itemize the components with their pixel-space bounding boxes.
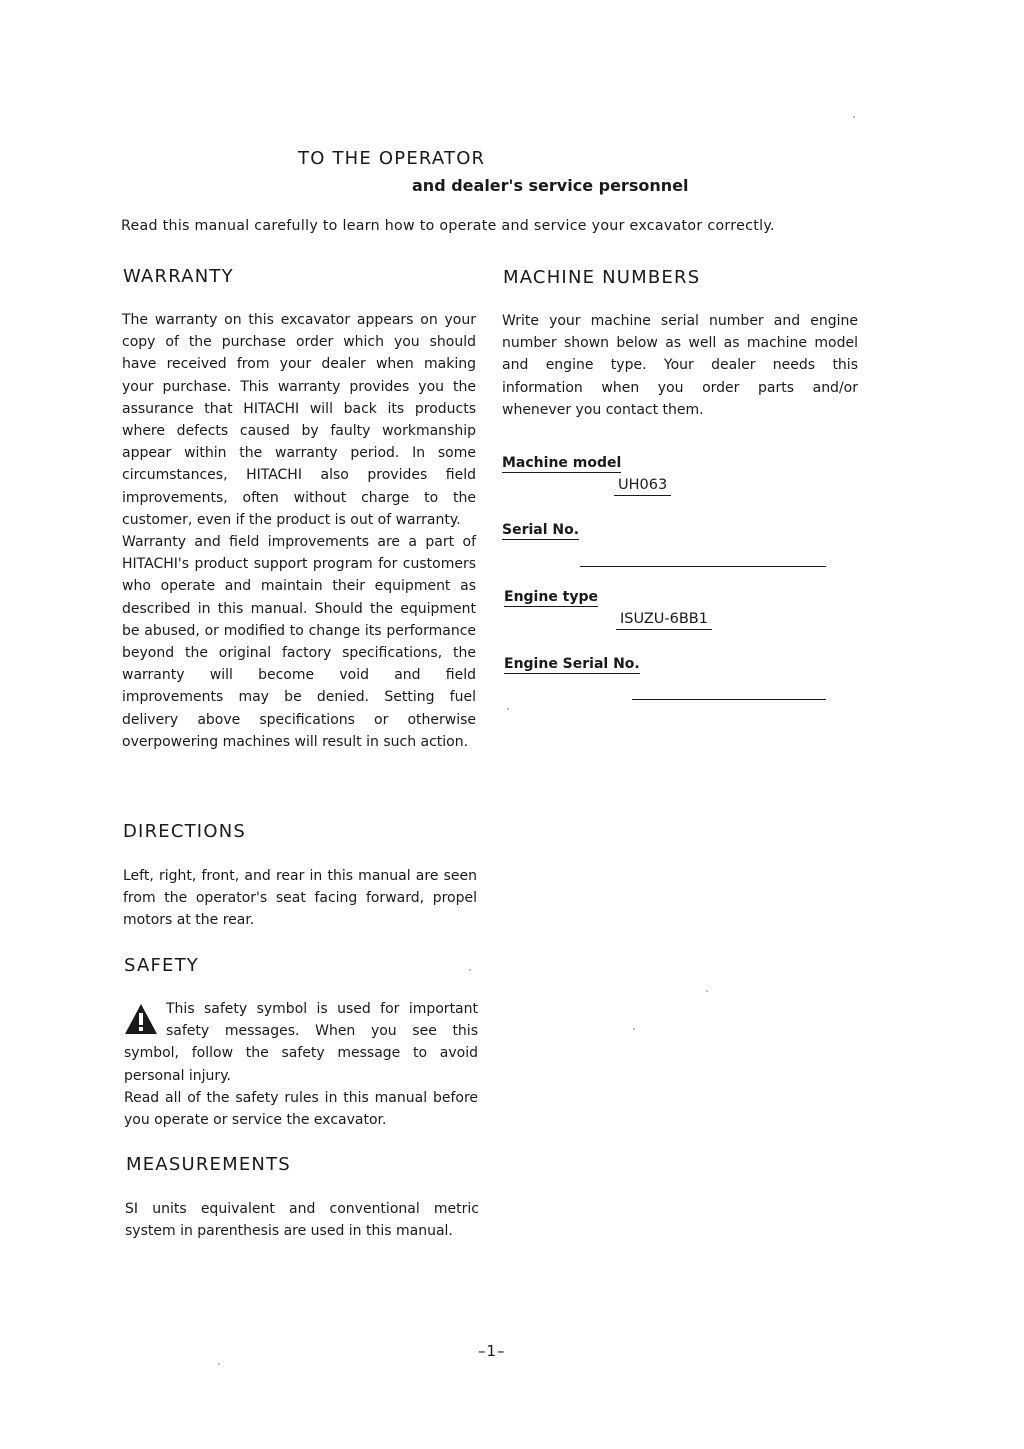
scan-speck [706,990,708,992]
intro-text: Read this manual carefully to learn how to operate and service your excavator correctly. [121,218,775,234]
page-number: –1– [478,1342,506,1360]
warning-triangle-icon [124,1002,158,1036]
directions-text: Left, right, front, and rear in this manual are seen from the operator's seat facing forward, propel motors at the rear. [123,868,477,929]
serial-number-blank [580,566,826,567]
directions-heading: DIRECTIONS [123,821,246,842]
page-subtitle: and dealer's service personnel [412,176,689,195]
scan-speck [218,1363,220,1365]
safety-text [124,998,478,1131]
safety-heading: SAFETY [124,955,199,976]
scan-speck [853,116,855,118]
measurements-heading: MEASUREMENTS [126,1154,291,1175]
serial-number-label: Serial No. [502,522,580,538]
safety-paragraph-1: This safety symbol is used for important safety messages. When you see this symbol, follow the safety message to avoid personal injury. [124,1001,478,1084]
scan-speck [507,708,509,710]
warranty-paragraph-1: The warranty on this excavator appears on your copy of the purchase order which you should have received from your dealer when making your purchase. This warranty provides you the assurance that HITACHI will back its products where defects caused by faulty workmanship appear within the warranty period. In some circumstances, HITACHI also provides field improvements, often without charge to the customer, even if the product is out of warranty. [122,312,476,528]
engine-serial-blank [632,699,826,700]
warranty-paragraph-2: Warranty and field improvements are a part of HITACHI's product support program for customers who operate and maintain their equipment as described in this manual. Should the equipment be abused, or modified to change its performance beyond the original factory specifications, the warranty will become void and field improvements may be denied. Setting fuel delivery above specifications or otherwise overpowering machines will result in such action. [122,534,476,750]
machine-model-value: UH063 [614,477,671,496]
page-title: TO THE OPERATOR [298,148,486,169]
safety-paragraph-2: Read all of the safety rules in this manual before you operate or service the excavator. [124,1089,478,1129]
warranty-heading: WARRANTY [123,266,234,287]
engine-serial-label: Engine Serial No. [504,656,640,672]
warranty-text [122,309,476,753]
scan-speck [633,1028,635,1030]
measurements-text: SI units equivalent and conventional metric system in parenthesis are used in this manual. [125,1201,479,1240]
scan-speck [469,969,471,971]
engine-type-value: ISUZU-6BB1 [616,611,712,630]
machine-numbers-text: Write your machine serial number and engine number shown below as well as machine model and engine type. Your dealer needs this information when you order parts and/or whenever you contact them. [502,313,858,418]
engine-type-label: Engine type [504,589,599,605]
machine-numbers-heading: MACHINE NUMBERS [503,267,701,288]
machine-model-label: Machine model [502,455,622,471]
